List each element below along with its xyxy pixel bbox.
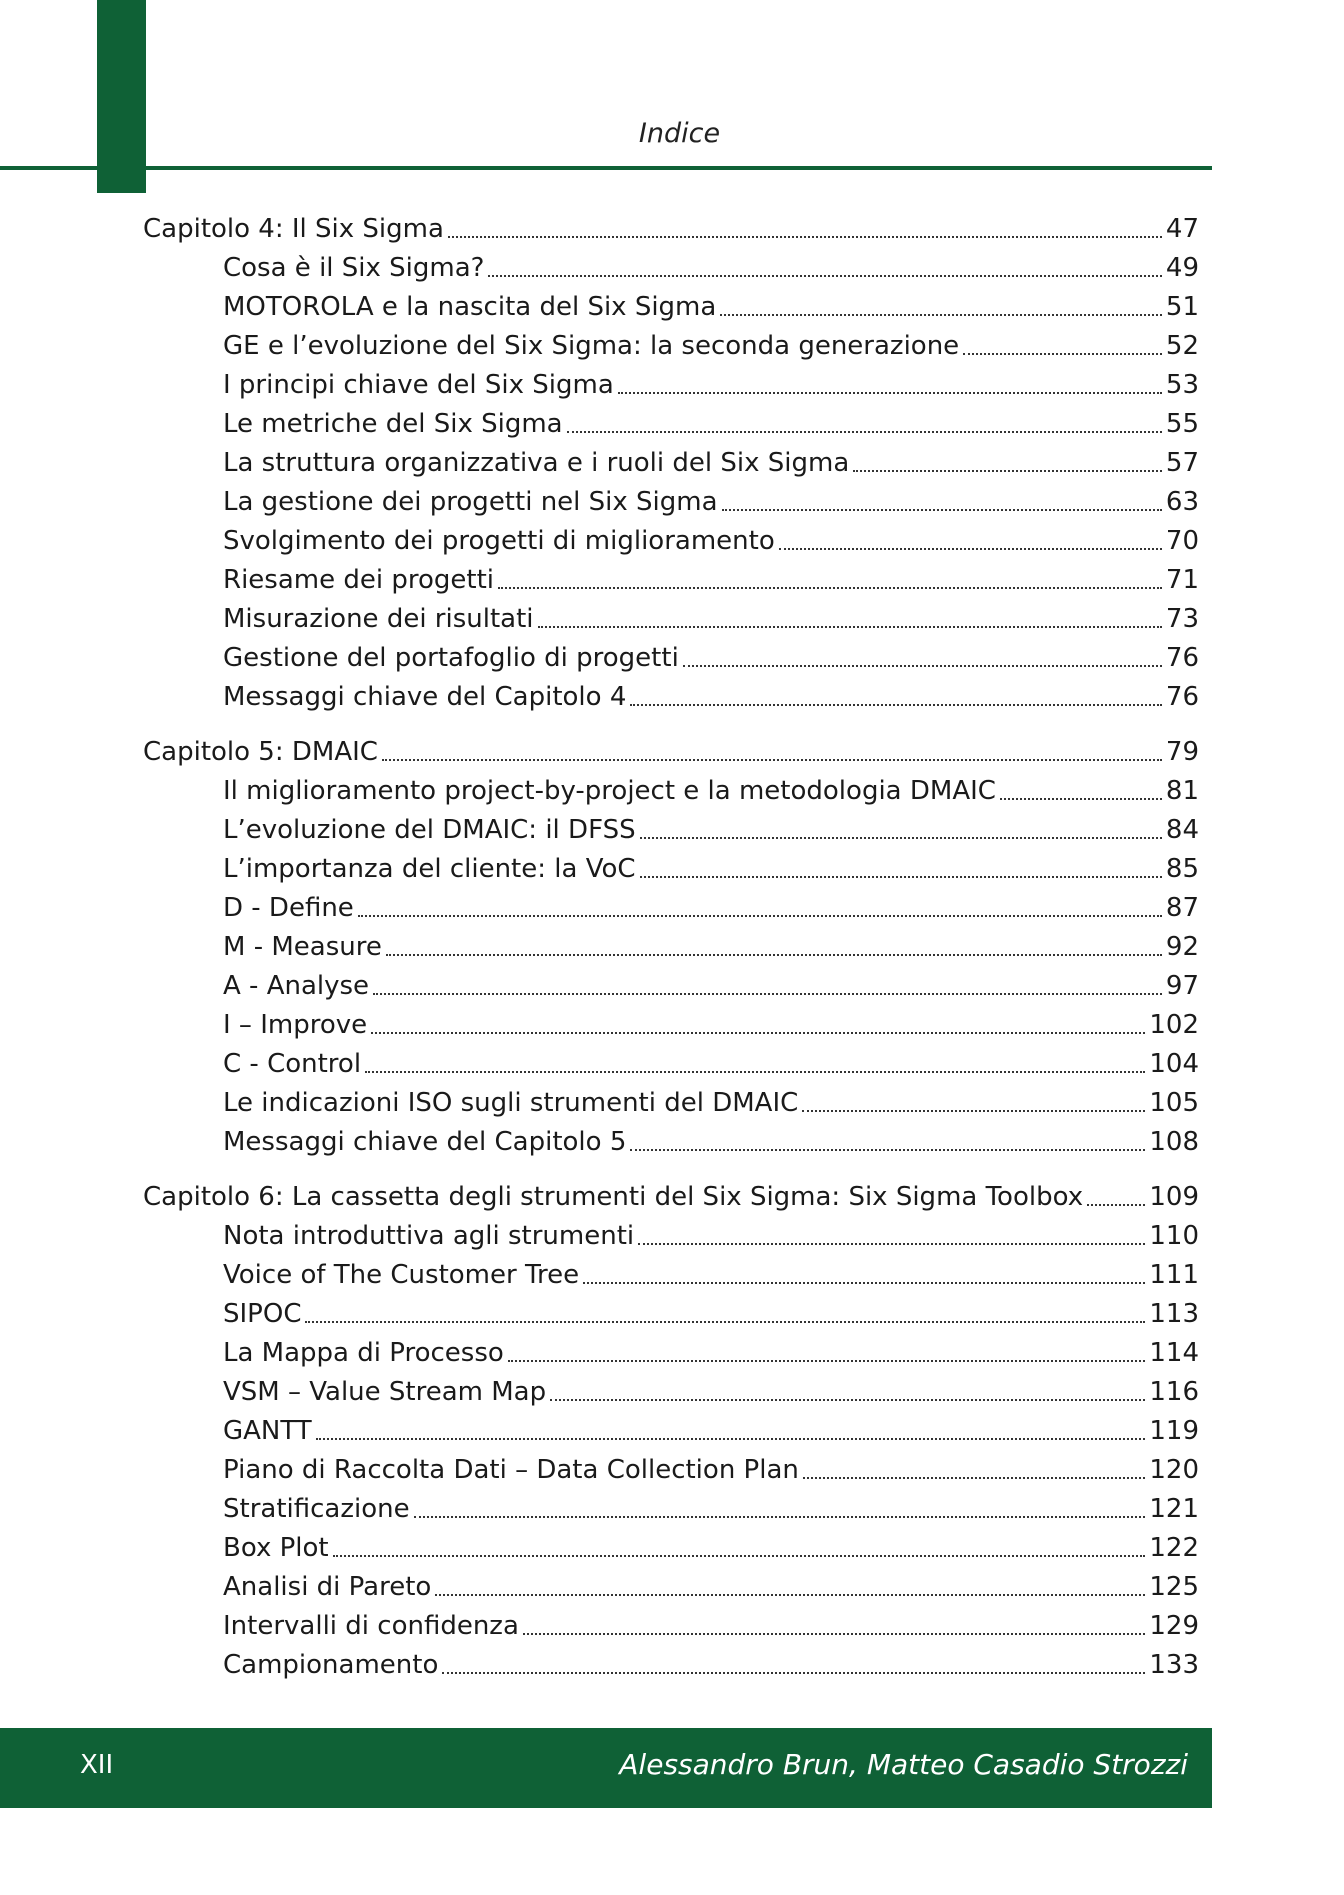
dot-leader (640, 875, 1162, 878)
toc-entry-label: Cosa è il Six Sigma? (223, 253, 485, 283)
toc-entry-label: Campionamento (223, 1650, 439, 1680)
toc-entry-page: 109 (1149, 1182, 1199, 1212)
dot-leader (371, 1031, 1145, 1034)
toc-entry-page: 116 (1149, 1377, 1199, 1407)
toc-entry-label: Il miglioramento project-by-project e la metodologia DMAIC (223, 776, 996, 806)
toc-entry-label: Riesame dei progetti (223, 565, 494, 595)
toc-entry-page: 111 (1149, 1260, 1199, 1290)
toc-entry-label: Messaggi chiave del Capitolo 5 (223, 1127, 627, 1157)
toc-entry-label: La gestione dei progetti nel Six Sigma (223, 487, 718, 517)
toc-entry-label: M - Measure (223, 932, 382, 962)
toc-entry-page: 79 (1165, 737, 1199, 767)
toc-entry-page: 133 (1149, 1650, 1199, 1680)
toc-entry-label: La Mappa di Processo (223, 1338, 504, 1368)
toc-section-entry (223, 1376, 1199, 1408)
toc-entry-page: 97 (1165, 971, 1199, 1001)
toc-entry-label: GE e l’evoluzione del Six Sigma: la seconda generazione (223, 331, 960, 361)
header-tab-bar (97, 0, 146, 193)
toc-entry-label: SIPOC (223, 1299, 302, 1329)
toc-entry-label: D - Define (223, 893, 354, 923)
toc-section-entry (223, 814, 1199, 846)
dot-leader (779, 547, 1162, 550)
toc-entry-page: 55 (1165, 409, 1199, 439)
toc-section-entry (223, 525, 1199, 557)
toc-entry-page: 110 (1149, 1221, 1199, 1251)
toc-entry-label: Stratificazione (223, 1494, 410, 1524)
dot-leader (803, 1476, 1145, 1479)
toc-section-entry (223, 775, 1199, 807)
dot-leader (638, 1242, 1145, 1245)
toc-entry-page: 73 (1165, 604, 1199, 634)
dot-leader (722, 508, 1162, 511)
toc-entry-label: Nota introduttiva agli strumenti (223, 1221, 635, 1251)
dot-leader (683, 664, 1162, 667)
toc-section-entry (223, 681, 1199, 713)
dot-leader (386, 953, 1162, 956)
toc-section-entry (223, 892, 1199, 924)
toc-entry-label: Analisi di Pareto (223, 1572, 432, 1602)
toc-entry-label: L’evoluzione del DMAIC: il DFSS (223, 815, 636, 845)
toc-entry-page: 125 (1149, 1572, 1199, 1602)
toc-section-entry (223, 1298, 1199, 1330)
toc-entry-page: 71 (1165, 565, 1199, 595)
toc-section-entry (223, 564, 1199, 596)
toc-entry-page: 121 (1149, 1494, 1199, 1524)
toc-section-entry (223, 252, 1199, 284)
dot-leader (488, 274, 1161, 277)
dot-leader (640, 836, 1162, 839)
toc-section-entry (223, 931, 1199, 963)
toc-section-entry (223, 603, 1199, 635)
toc-entry-page: 57 (1165, 448, 1199, 478)
toc-entry-page: 129 (1149, 1611, 1199, 1641)
toc-section-entry (223, 1454, 1199, 1486)
toc-section-entry (223, 1415, 1199, 1447)
toc-section-entry (223, 1259, 1199, 1291)
toc-chapter-entry (143, 736, 1199, 768)
dot-leader (802, 1109, 1145, 1112)
toc-entry-page: 52 (1165, 331, 1199, 361)
toc-entry-label: Le indicazioni ISO sugli strumenti del DMAIC (223, 1088, 799, 1118)
toc-entry-label: Misurazione dei risultati (223, 604, 534, 634)
toc-section-entry (223, 1649, 1199, 1681)
toc-entry-page: 113 (1149, 1299, 1199, 1329)
dot-leader (853, 469, 1162, 472)
toc-entry-page: 81 (1165, 776, 1199, 806)
dot-leader (1000, 797, 1162, 800)
toc-entry-page: 51 (1165, 292, 1199, 322)
toc-section-entry (223, 369, 1199, 401)
toc-entry-label: MOTOROLA e la nascita del Six Sigma (223, 292, 717, 322)
dot-leader (618, 391, 1162, 394)
dot-leader (630, 1148, 1145, 1151)
page-number: XII (80, 1750, 114, 1780)
toc-section-entry (223, 447, 1199, 479)
toc-entry-page: 76 (1165, 682, 1199, 712)
dot-leader (630, 703, 1162, 706)
toc-entry-page: 53 (1165, 370, 1199, 400)
toc-entry-page: 87 (1165, 893, 1199, 923)
toc-entry-label: Capitolo 4: Il Six Sigma (143, 214, 444, 244)
toc-entry-label: I – Improve (223, 1010, 368, 1040)
toc-entry-page: 47 (1165, 214, 1199, 244)
dot-leader (435, 1593, 1145, 1596)
toc-entry-label: Le metriche del Six Sigma (223, 409, 563, 439)
toc-entry-label: Messaggi chiave del Capitolo 4 (223, 682, 627, 712)
dot-leader (508, 1359, 1146, 1362)
dot-leader (414, 1515, 1146, 1518)
running-header: Indice (638, 118, 721, 149)
dot-leader (583, 1281, 1145, 1284)
toc-entry-page: 102 (1149, 1010, 1199, 1040)
authors-credit: Alessandro Brun, Matteo Casadio Strozzi (619, 1748, 1188, 1781)
toc-entry-page: 63 (1165, 487, 1199, 517)
toc-section-entry (223, 486, 1199, 518)
toc-section-entry (223, 642, 1199, 674)
toc-entry-label: La struttura organizzativa e i ruoli del Six Sigma (223, 448, 850, 478)
dot-leader (523, 1632, 1145, 1635)
toc-section-entry (223, 1610, 1199, 1642)
toc-section-entry (223, 853, 1199, 885)
dot-leader (316, 1437, 1146, 1440)
toc-entry-label: C - Control (223, 1049, 362, 1079)
toc-entry-page: 114 (1149, 1338, 1199, 1368)
toc-chapter-entry (143, 1181, 1199, 1213)
toc-section-entry (223, 330, 1199, 362)
toc-entry-page: 104 (1149, 1049, 1199, 1079)
toc-section-entry (223, 1532, 1199, 1564)
toc-section-entry (223, 1493, 1199, 1525)
toc-section-entry (223, 1571, 1199, 1603)
toc-entry-label: Capitolo 5: DMAIC (143, 737, 378, 767)
toc-entry-page: 120 (1149, 1455, 1199, 1485)
toc-entry-page: 122 (1149, 1533, 1199, 1563)
toc-entry-label: Intervalli di confidenza (223, 1611, 519, 1641)
dot-leader (498, 586, 1162, 589)
toc-section-entry (223, 1337, 1199, 1369)
toc-chapter-entry (143, 213, 1199, 245)
header-rule (0, 166, 1212, 170)
dot-leader (538, 625, 1162, 628)
toc-entry-label: Piano di Raccolta Dati – Data Collection Plan (223, 1455, 799, 1485)
toc-entry-label: Gestione del portafoglio di progetti (223, 643, 679, 673)
toc-entry-label: VSM – Value Stream Map (223, 1377, 547, 1407)
toc-section-entry (223, 1048, 1199, 1080)
toc-section-entry (223, 1220, 1199, 1252)
toc-entry-label: A - Analyse (223, 971, 370, 1001)
toc-section-entry (223, 408, 1199, 440)
toc-section-entry (223, 1126, 1199, 1158)
toc-entry-page: 108 (1149, 1127, 1199, 1157)
toc-entry-page: 70 (1165, 526, 1199, 556)
toc-entry-label: GANTT (223, 1416, 312, 1446)
dot-leader (358, 914, 1162, 917)
toc-entry-page: 85 (1165, 854, 1199, 884)
toc-entry-label: Box Plot (223, 1533, 329, 1563)
toc-section-entry (223, 1087, 1199, 1119)
dot-leader (448, 235, 1162, 238)
dot-leader (720, 313, 1162, 316)
toc-entry-page: 119 (1149, 1416, 1199, 1446)
toc-entry-label: I principi chiave del Six Sigma (223, 370, 614, 400)
toc-entry-page: 84 (1165, 815, 1199, 845)
toc-section-entry (223, 970, 1199, 1002)
toc-section-entry (223, 1009, 1199, 1041)
dot-leader (333, 1554, 1146, 1557)
dot-leader (382, 758, 1162, 761)
toc-section-entry (223, 291, 1199, 323)
footer-bar (0, 1728, 1212, 1808)
toc-entry-page: 92 (1165, 932, 1199, 962)
toc-entry-page: 49 (1165, 253, 1199, 283)
dot-leader (365, 1070, 1145, 1073)
dot-leader (373, 992, 1162, 995)
toc-entry-label: Svolgimento dei progetti di miglioramento (223, 526, 775, 556)
toc-entry-label: Capitolo 6: La cassetta degli strumenti del Six Sigma: Six Sigma Toolbox (143, 1182, 1084, 1212)
toc-entry-label: Voice of The Customer Tree (223, 1260, 580, 1290)
toc-entry-label: L’importanza del cliente: la VoC (223, 854, 636, 884)
dot-leader (1087, 1203, 1145, 1206)
dot-leader (442, 1671, 1145, 1674)
toc-entry-page: 105 (1149, 1088, 1199, 1118)
dot-leader (963, 352, 1162, 355)
dot-leader (305, 1320, 1145, 1323)
toc-entry-page: 76 (1165, 643, 1199, 673)
dot-leader (567, 430, 1162, 433)
dot-leader (550, 1398, 1145, 1401)
